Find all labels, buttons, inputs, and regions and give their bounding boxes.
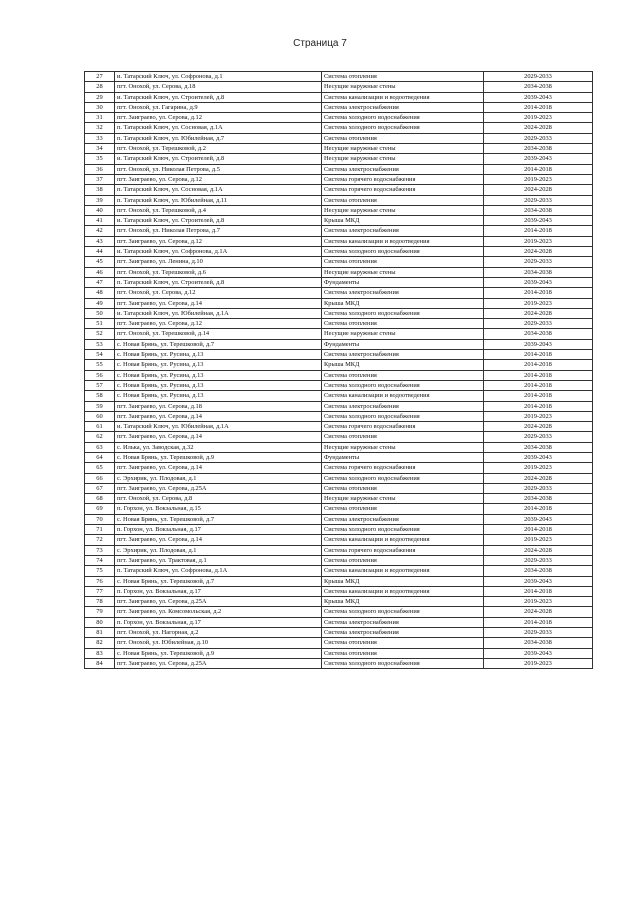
row-address: и. Татарский Ключ, ул. Софронова, д.1А: [115, 247, 322, 257]
row-address: пгт. Онохой, ул. Серова, д.8: [115, 494, 322, 504]
row-number: 43: [85, 236, 115, 246]
row-number: 56: [85, 370, 115, 380]
row-period: 2014-2018: [484, 525, 593, 535]
table-row: [85, 350, 593, 360]
row-work-type: Система отопления: [322, 483, 484, 493]
table-row: [85, 370, 593, 380]
row-number: 33: [85, 133, 115, 143]
row-address: с. Новая Брянь, ул. Русина, д.13: [115, 391, 322, 401]
row-work-type: Система канализации и водоотведения: [322, 92, 484, 102]
row-period: 2029-2033: [484, 257, 593, 267]
row-work-type: Система отопления: [322, 133, 484, 143]
row-number: 82: [85, 638, 115, 648]
row-period: 2029-2033: [484, 319, 593, 329]
table-row: [85, 576, 593, 586]
row-address: пгт. Онохой, ул. Терешковой, д.2: [115, 144, 322, 154]
row-work-type: Система электроснабжения: [322, 350, 484, 360]
row-period: 2029-2033: [484, 432, 593, 442]
row-number: 66: [85, 473, 115, 483]
row-address: с. Новая Брянь, ул. Терешковой, д.7: [115, 576, 322, 586]
row-number: 70: [85, 514, 115, 524]
row-number: 84: [85, 658, 115, 668]
row-period: 2024-2028: [484, 308, 593, 318]
row-address: с. Новая Брянь, ул. Терешковой, д.9: [115, 452, 322, 462]
row-work-type: Система холодного водоснабжения: [322, 113, 484, 123]
row-work-type: Система холодного водоснабжения: [322, 123, 484, 133]
row-address: пгт. Заиграево, ул. Серова, д.12: [115, 236, 322, 246]
row-period: 2039-2043: [484, 648, 593, 658]
row-number: 36: [85, 164, 115, 174]
row-work-type: Система отопления: [322, 72, 484, 82]
table-row: [85, 247, 593, 257]
table-row: [85, 226, 593, 236]
row-number: 29: [85, 92, 115, 102]
table-row: [85, 494, 593, 504]
row-period: 2014-2018: [484, 380, 593, 390]
row-number: 45: [85, 257, 115, 267]
row-period: 2039-2043: [484, 339, 593, 349]
table-row: [85, 113, 593, 123]
row-number: 52: [85, 329, 115, 339]
row-number: 35: [85, 154, 115, 164]
row-work-type: Крыша МКД: [322, 298, 484, 308]
row-work-type: Система отопления: [322, 319, 484, 329]
table-row: [85, 236, 593, 246]
row-address: пгт. Заиграево, ул. Серова, д.12: [115, 319, 322, 329]
row-number: 51: [85, 319, 115, 329]
row-period: 2024-2028: [484, 545, 593, 555]
row-period: 2024-2028: [484, 473, 593, 483]
row-number: 81: [85, 628, 115, 638]
table-row: [85, 123, 593, 133]
row-number: 40: [85, 205, 115, 215]
row-period: 2039-2043: [484, 92, 593, 102]
table-row: [85, 473, 593, 483]
row-period: 2014-2018: [484, 401, 593, 411]
row-work-type: Система холодного водоснабжения: [322, 247, 484, 257]
row-period: 2029-2033: [484, 72, 593, 82]
row-work-type: Система электроснабжения: [322, 164, 484, 174]
row-address: пгт. Заиграево, ул. Серова, д.14: [115, 535, 322, 545]
row-number: 54: [85, 350, 115, 360]
row-address: пгт. Онохой, ул. Серова, д.12: [115, 288, 322, 298]
row-address: с. Эрхирик, ул. Плодовая, д.1: [115, 473, 322, 483]
row-period: 2034-2038: [484, 638, 593, 648]
row-period: 2024-2028: [484, 123, 593, 133]
row-work-type: Несущие наружные стены: [322, 154, 484, 164]
table-row: [85, 298, 593, 308]
row-work-type: Система холодного водоснабжения: [322, 607, 484, 617]
row-period: 2019-2023: [484, 113, 593, 123]
row-number: 65: [85, 463, 115, 473]
row-work-type: Несущие наружные стены: [322, 205, 484, 215]
row-number: 61: [85, 422, 115, 432]
table-row: [85, 277, 593, 287]
row-period: 2029-2033: [484, 195, 593, 205]
row-period: 2019-2023: [484, 411, 593, 421]
row-work-type: Система горячего водоснабжения: [322, 463, 484, 473]
table-row: [85, 566, 593, 576]
row-period: 2019-2023: [484, 658, 593, 668]
row-address: п. Горхон, ул. Вокзальная, д.17: [115, 586, 322, 596]
row-work-type: Система отопления: [322, 504, 484, 514]
row-address: пгт. Онохой, ул. Юбилейная, д.10: [115, 638, 322, 648]
table-row: [85, 195, 593, 205]
row-period: 2024-2028: [484, 247, 593, 257]
row-address: пгт. Онохой, ул. Николая Петрова, д.5: [115, 164, 322, 174]
row-address: с. Новая Брянь, ул. Терешковой, д.7: [115, 339, 322, 349]
row-period: 2014-2018: [484, 586, 593, 596]
row-period: 2039-2043: [484, 154, 593, 164]
row-period: 2029-2033: [484, 555, 593, 565]
table-row: [85, 658, 593, 668]
row-work-type: Система холодного водоснабжения: [322, 525, 484, 535]
row-address: и. Татарский Ключ, ул. Строителей, д.8: [115, 92, 322, 102]
table-row: [85, 514, 593, 524]
table-row: [85, 555, 593, 565]
row-period: 2039-2043: [484, 576, 593, 586]
table-row: [85, 267, 593, 277]
row-address: пгт. Онохой, ул. Терешковой, д.14: [115, 329, 322, 339]
row-address: пгт. Онохой, ул. Гагарина, д.9: [115, 102, 322, 112]
row-address: п. Горхон, ул. Вокзальная, д.17: [115, 617, 322, 627]
table-row: [85, 463, 593, 473]
row-address: п. Татарский Ключ, ул. Строителей, д.8: [115, 277, 322, 287]
row-address: пгт. Заиграево, ул. Трактовая, д.1: [115, 555, 322, 565]
row-work-type: Система холодного водоснабжения: [322, 473, 484, 483]
row-period: 2024-2028: [484, 185, 593, 195]
table-body: [85, 72, 593, 669]
table-row: [85, 308, 593, 318]
row-period: 2014-2018: [484, 370, 593, 380]
row-work-type: Система холодного водоснабжения: [322, 411, 484, 421]
row-period: 2034-2038: [484, 267, 593, 277]
row-work-type: Крыша МКД: [322, 360, 484, 370]
row-number: 68: [85, 494, 115, 504]
row-work-type: Система отопления: [322, 257, 484, 267]
row-work-type: Система холодного водоснабжения: [322, 658, 484, 668]
row-work-type: Крыша МКД: [322, 576, 484, 586]
row-number: 60: [85, 411, 115, 421]
table-row: [85, 648, 593, 658]
row-period: 2019-2023: [484, 463, 593, 473]
table-row: [85, 102, 593, 112]
row-period: 2034-2038: [484, 494, 593, 504]
row-period: 2034-2038: [484, 144, 593, 154]
table-row: [85, 257, 593, 267]
row-number: 76: [85, 576, 115, 586]
row-number: 31: [85, 113, 115, 123]
row-period: 2034-2038: [484, 566, 593, 576]
row-work-type: Система электроснабжения: [322, 514, 484, 524]
row-period: 2039-2043: [484, 216, 593, 226]
table-row: [85, 391, 593, 401]
row-number: 37: [85, 174, 115, 184]
row-work-type: Система электроснабжения: [322, 628, 484, 638]
row-number: 75: [85, 566, 115, 576]
row-address: с. Новая Брянь, ул. Терешковой, д.7: [115, 514, 322, 524]
table-row: [85, 154, 593, 164]
row-number: 58: [85, 391, 115, 401]
row-number: 77: [85, 586, 115, 596]
row-address: п. Татарский Ключ, ул. Софронова, д.1А: [115, 566, 322, 576]
row-work-type: Фундаменты: [322, 452, 484, 462]
row-period: 2019-2023: [484, 174, 593, 184]
row-number: 79: [85, 607, 115, 617]
row-work-type: Система канализации и водоотведения: [322, 535, 484, 545]
row-period: 2014-2018: [484, 102, 593, 112]
table-row: [85, 401, 593, 411]
table-row: [85, 525, 593, 535]
table-row: [85, 174, 593, 184]
row-period: 2029-2033: [484, 483, 593, 493]
row-number: 41: [85, 216, 115, 226]
row-period: 2019-2023: [484, 298, 593, 308]
row-address: пгт. Заиграево, ул. Серова, д.14: [115, 432, 322, 442]
row-work-type: Система холодного водоснабжения: [322, 308, 484, 318]
row-work-type: Система отопления: [322, 638, 484, 648]
row-address: пгт. Заиграево, ул. Серова, д.14: [115, 411, 322, 421]
row-work-type: Крыша МКД: [322, 216, 484, 226]
row-number: 57: [85, 380, 115, 390]
table-row: [85, 483, 593, 493]
table-row: [85, 380, 593, 390]
table-row: [85, 411, 593, 421]
row-number: 63: [85, 442, 115, 452]
row-number: 30: [85, 102, 115, 112]
row-work-type: Система канализации и водоотведения: [322, 566, 484, 576]
row-number: 67: [85, 483, 115, 493]
row-address: с. Илька, ул. Заводская, д.32: [115, 442, 322, 452]
row-work-type: Система отопления: [322, 648, 484, 658]
table-row: [85, 329, 593, 339]
row-number: 80: [85, 617, 115, 627]
row-period: 2014-2018: [484, 504, 593, 514]
row-number: 44: [85, 247, 115, 257]
works-schedule-table: [84, 71, 593, 669]
table-row: [85, 288, 593, 298]
row-work-type: Система горячего водоснабжения: [322, 545, 484, 555]
row-address: и. Татарский Ключ, ул. Юбилейная, д.1А: [115, 308, 322, 318]
row-work-type: Система горячего водоснабжения: [322, 185, 484, 195]
row-number: 38: [85, 185, 115, 195]
row-period: 2034-2038: [484, 205, 593, 215]
row-period: 2034-2038: [484, 82, 593, 92]
row-address: пгт. Заиграево, ул. Серова, д.14: [115, 463, 322, 473]
row-work-type: Несущие наружные стены: [322, 442, 484, 452]
row-address: и. Татарский Ключ, ул. Юбилейная, д.1А: [115, 422, 322, 432]
row-address: п. Горхон, ул. Вокзальная, д.17: [115, 525, 322, 535]
row-address: пгт. Заиграево, ул. Серова, д.25А: [115, 483, 322, 493]
row-number: 73: [85, 545, 115, 555]
row-address: пгт. Заиграево, ул. Серова, д.25А: [115, 658, 322, 668]
row-period: 2014-2018: [484, 391, 593, 401]
row-address: п. Татарский Ключ, ул. Сосновая, д.1А: [115, 123, 322, 133]
row-number: 59: [85, 401, 115, 411]
row-address: пгт. Заиграево, ул. Комсомольская, д.2: [115, 607, 322, 617]
table-row: [85, 452, 593, 462]
row-period: 2014-2018: [484, 226, 593, 236]
row-work-type: Система электроснабжения: [322, 401, 484, 411]
row-address: пгт. Заиграево, ул. Серова, д.12: [115, 113, 322, 123]
row-work-type: Система электроснабжения: [322, 102, 484, 112]
table-row: [85, 72, 593, 82]
row-address: пгт. Заиграево, ул. Серова, д.25А: [115, 597, 322, 607]
row-work-type: Система электроснабжения: [322, 288, 484, 298]
table-row: [85, 638, 593, 648]
table-row: [85, 360, 593, 370]
row-address: и. Татарский Ключ, ул. Строителей, д.8: [115, 216, 322, 226]
row-work-type: Система канализации и водоотведения: [322, 586, 484, 596]
row-period: 2029-2033: [484, 133, 593, 143]
row-work-type: Система отопления: [322, 195, 484, 205]
row-number: 48: [85, 288, 115, 298]
row-work-type: Система канализации и водоотведения: [322, 236, 484, 246]
table-row: [85, 164, 593, 174]
row-period: 2014-2018: [484, 617, 593, 627]
row-number: 34: [85, 144, 115, 154]
row-period: 2014-2018: [484, 164, 593, 174]
row-address: п. Горхон, ул. Вокзальная, д.15: [115, 504, 322, 514]
table-row: [85, 92, 593, 102]
row-number: 53: [85, 339, 115, 349]
row-number: 32: [85, 123, 115, 133]
row-number: 28: [85, 82, 115, 92]
row-work-type: Фундаменты: [322, 339, 484, 349]
table-row: [85, 607, 593, 617]
row-address: пгт. Заиграево, ул. Серова, д.18: [115, 401, 322, 411]
row-period: 2039-2043: [484, 514, 593, 524]
row-work-type: Несущие наружные стены: [322, 267, 484, 277]
row-number: 83: [85, 648, 115, 658]
row-work-type: Система отопления: [322, 555, 484, 565]
row-address: и. Татарский Ключ, ул. Софронова, д.1: [115, 72, 322, 82]
table-row: [85, 504, 593, 514]
row-number: 55: [85, 360, 115, 370]
table-row: [85, 597, 593, 607]
row-period: 2029-2033: [484, 628, 593, 638]
row-number: 64: [85, 452, 115, 462]
table-row: [85, 216, 593, 226]
row-number: 50: [85, 308, 115, 318]
row-address: с. Новая Брянь, ул. Русина, д.13: [115, 360, 322, 370]
row-period: 2014-2018: [484, 360, 593, 370]
row-address: и. Татарский Ключ, ул. Строителей, д.8: [115, 154, 322, 164]
row-period: 2014-2018: [484, 288, 593, 298]
table-row: [85, 535, 593, 545]
row-address: пгт. Онохой, ул. Терешковой, д.4: [115, 205, 322, 215]
row-period: 2039-2043: [484, 277, 593, 287]
row-work-type: Система горячего водоснабжения: [322, 422, 484, 432]
table-row: [85, 144, 593, 154]
page-title: Страница 7: [293, 38, 347, 49]
row-period: 2024-2028: [484, 422, 593, 432]
row-work-type: Система отопления: [322, 370, 484, 380]
row-address: с. Новая Брянь, ул. Терешковой, д.9: [115, 648, 322, 658]
row-work-type: Несущие наружные стены: [322, 329, 484, 339]
row-period: 2024-2028: [484, 607, 593, 617]
row-period: 2014-2018: [484, 350, 593, 360]
row-number: 46: [85, 267, 115, 277]
row-address: пгт. Заиграево, ул. Ленина, д.10: [115, 257, 322, 267]
row-number: 47: [85, 277, 115, 287]
row-number: 74: [85, 555, 115, 565]
row-period: 2019-2023: [484, 236, 593, 246]
row-work-type: Система электроснабжения: [322, 226, 484, 236]
row-work-type: Система горячего водоснабжения: [322, 174, 484, 184]
table-row: [85, 432, 593, 442]
row-work-type: Фундаменты: [322, 277, 484, 287]
table-row: [85, 586, 593, 596]
row-work-type: Система канализации и водоотведения: [322, 391, 484, 401]
row-number: 78: [85, 597, 115, 607]
table-row: [85, 205, 593, 215]
row-address: пгт. Онохой, ул. Серова, д.18: [115, 82, 322, 92]
row-address: п. Татарский Ключ, ул. Юбилейная, д.7: [115, 133, 322, 143]
table-row: [85, 319, 593, 329]
row-address: п. Татарский Ключ, ул. Сосновая, д.1А: [115, 185, 322, 195]
table-row: [85, 133, 593, 143]
row-work-type: Система электроснабжения: [322, 617, 484, 627]
row-number: 49: [85, 298, 115, 308]
row-number: 39: [85, 195, 115, 205]
row-work-type: Несущие наружные стены: [322, 82, 484, 92]
row-work-type: Несущие наружные стены: [322, 494, 484, 504]
row-address: с. Эрхирик, ул. Плодовая, д.1: [115, 545, 322, 555]
row-work-type: Система холодного водоснабжения: [322, 380, 484, 390]
row-work-type: Система отопления: [322, 432, 484, 442]
row-period: 2039-2043: [484, 452, 593, 462]
table-row: [85, 422, 593, 432]
table-row: [85, 442, 593, 452]
row-number: 72: [85, 535, 115, 545]
row-address: с. Новая Брянь, ул. Русина, д.13: [115, 350, 322, 360]
table-row: [85, 628, 593, 638]
row-number: 42: [85, 226, 115, 236]
row-number: 71: [85, 525, 115, 535]
row-address: пгт. Онохой, ул. Терешковой, д.6: [115, 267, 322, 277]
row-period: 2034-2038: [484, 442, 593, 452]
row-address: пгт. Онохой, ул. Николая Петрова, д.7: [115, 226, 322, 236]
row-address: с. Новая Брянь, ул. Русина, д.13: [115, 380, 322, 390]
row-address: с. Новая Брянь, ул. Русина, д.13: [115, 370, 322, 380]
row-address: пгт. Заиграево, ул. Серова, д.12: [115, 174, 322, 184]
table-row: [85, 617, 593, 627]
table-row: [85, 545, 593, 555]
row-address: п. Татарский Ключ, ул. Юбилейная, д.11: [115, 195, 322, 205]
table-row: [85, 82, 593, 92]
row-period: 2019-2023: [484, 597, 593, 607]
row-address: пгт. Онохой, ул. Нагорная, д.2: [115, 628, 322, 638]
row-work-type: Крыша МКД: [322, 597, 484, 607]
row-address: пгт. Заиграево, ул. Серова, д.14: [115, 298, 322, 308]
row-work-type: Несущие наружные стены: [322, 144, 484, 154]
table-row: [85, 185, 593, 195]
row-period: 2019-2023: [484, 535, 593, 545]
table-row: [85, 339, 593, 349]
row-number: 69: [85, 504, 115, 514]
row-period: 2034-2038: [484, 329, 593, 339]
row-number: 62: [85, 432, 115, 442]
row-number: 27: [85, 72, 115, 82]
